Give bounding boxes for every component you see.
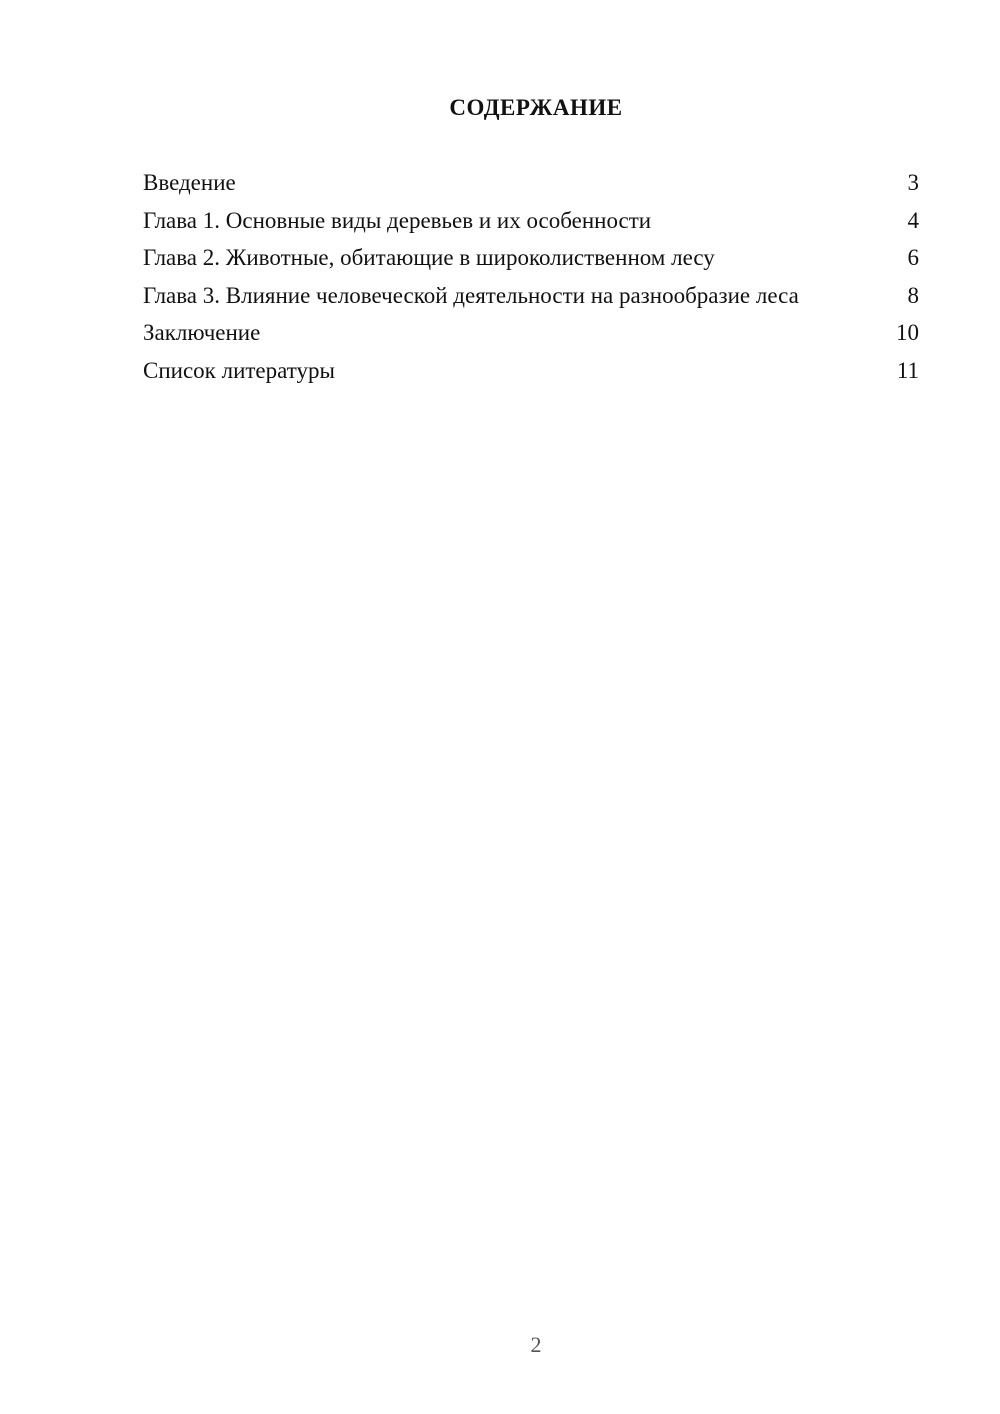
toc-entry-references xyxy=(143,358,919,384)
page-title: СОДЕРЖАНИЕ xyxy=(449,95,623,120)
toc-entry-chapter-2 xyxy=(143,245,919,271)
page-number: 2 xyxy=(530,1332,542,1357)
toc-entry-label: Глава 2. Животные, обитающие в широколиственном лесу xyxy=(143,245,715,270)
toc-entry-page-number: 3 xyxy=(907,170,919,195)
toc-entry-label: Глава 1. Основные виды деревьев и их особенности xyxy=(143,207,652,233)
toc-entry-page-number: 10 xyxy=(896,320,919,345)
toc-entry-conclusion xyxy=(143,320,919,346)
toc-entry-page-number: 8 xyxy=(907,282,919,308)
toc-entry-chapter-1 xyxy=(143,208,919,234)
toc-entry-page-number: 11 xyxy=(896,357,919,383)
toc-entry-label: Список литературы xyxy=(143,357,335,383)
toc-entry-page-number: 4 xyxy=(907,207,919,233)
toc-entry-label: Глава 3. Влияние человеческой деятельности на разнообразие леса xyxy=(143,282,799,308)
toc-entry-page-number: 6 xyxy=(907,245,919,270)
table-of-contents xyxy=(143,170,919,395)
toc-entry-label: Заключение xyxy=(143,320,261,345)
toc-entry-introduction xyxy=(143,170,919,196)
toc-entry-label: Введение xyxy=(143,170,236,195)
toc-entry-chapter-3 xyxy=(143,283,919,309)
